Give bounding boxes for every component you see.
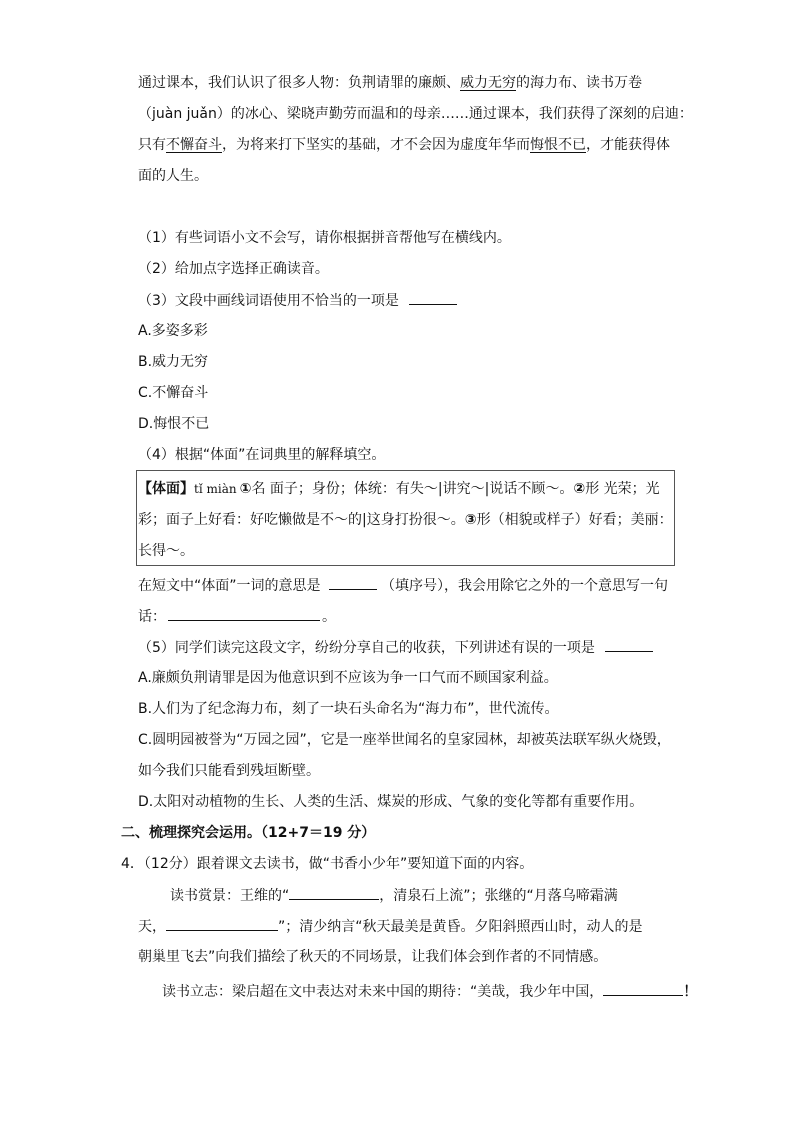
option-text: C.不懈奋斗: [138, 385, 209, 401]
sense-text: 形 光荣；光: [585, 481, 660, 497]
answer-blank[interactable]: [329, 574, 377, 590]
section-heading: [121, 822, 375, 844]
q5-option-d[interactable]: [138, 791, 643, 813]
sense-text: 名 面子；身份；体统：有失～|讲究～|说话不顾～。: [251, 481, 574, 497]
question-4: [138, 444, 385, 466]
option-text: 如今我们只能看到残垣断壁。: [138, 763, 320, 779]
q5-option-c[interactable]: [138, 729, 671, 751]
passage-line-2: [138, 103, 693, 125]
answer-blank[interactable]: [605, 636, 653, 652]
underlined-word-weili: 威力无穷: [460, 75, 516, 91]
q4-fill-line-2: [138, 605, 336, 627]
question-1: [138, 227, 511, 249]
answer-blank[interactable]: [289, 884, 379, 900]
option-text: D.太阳对动植物的生长、人类的生活、煤炭的形成、气象的变化等都有重要作用。: [138, 794, 644, 810]
question-text: 。: [322, 609, 336, 625]
passage-text: 的海力布、读书万卷: [516, 75, 642, 91]
passage-text: ，才能获得体: [586, 137, 670, 153]
question-text: 朝巢里飞去”向我们描绘了秋天的不同场景，让我们体会到作者的不同情感。: [138, 949, 608, 965]
q3-option-b[interactable]: [138, 351, 208, 373]
option-text: C.圆明园被誉为“万园之园”，它是一座举世闻名的皇家园林，却被英法联军纵火烧毁，: [138, 732, 671, 748]
reading-scenery-line-3: [138, 946, 607, 968]
sense-number-3: ③: [464, 512, 477, 528]
q4-fill-line-1: [138, 574, 668, 596]
question-text: 读书赏景：王维的“: [170, 888, 290, 904]
question-text: （5）同学们读完这段文字，纷纷分享自己的收获，下列讲述有误的一项是: [138, 640, 595, 656]
sense-text: 长得～。: [138, 543, 194, 559]
underlined-word-huihen: 悔恨不已: [530, 137, 586, 153]
q5-option-b[interactable]: [138, 698, 559, 720]
sense-number-2: ②: [573, 481, 586, 497]
dictionary-headword: 【体面】: [138, 481, 194, 497]
answer-blank[interactable]: [166, 915, 278, 931]
answer-blank[interactable]: [168, 605, 320, 621]
q3-option-c[interactable]: [138, 382, 208, 404]
question-text: 在短文中“体面”一词的意思是: [138, 578, 321, 594]
q5-option-c-cont: [138, 760, 320, 782]
sense-number-1: ①: [239, 481, 252, 497]
question-5: [138, 636, 653, 658]
answer-blank[interactable]: [603, 980, 683, 996]
underlined-word-buxie: 不懈奋斗: [166, 137, 222, 153]
passage-text: （juàn juǎn）的冰心、梁晓声勤劳而温和的母亲……通过课本，我们获得了深刻的启迪：: [138, 106, 693, 122]
passage-text: 通过课本，我们认识了很多人物：负荆请罪的廉颇、: [138, 75, 460, 91]
passage-line-1: [138, 72, 642, 94]
dictionary-line-2: [138, 509, 673, 531]
reading-aspiration-line: [162, 980, 697, 1002]
reading-scenery-line-1: [170, 884, 618, 906]
passage-text: ，为将来打下坚实的基础，才不会因为虚度年华而: [222, 137, 530, 153]
option-text: A.廉颇负荆请罪是因为他意识到不应该为争一口气而不顾国家利益。: [138, 670, 558, 686]
question-text: 天，: [138, 919, 166, 935]
sense-text: 彩；面子上好看：好吃懒做是不～的|这身打扮很～。: [138, 512, 465, 528]
q3-option-d[interactable]: [138, 413, 209, 435]
question-text: ”；清少纳言“秋天最美是黄昏。夕阳斜照西山时，动人的是: [278, 919, 643, 935]
question-text: 4．（12分）跟着课文去读书，做“书香小少年”要知道下面的内容。: [121, 856, 534, 872]
passage-text: 只有: [138, 137, 166, 153]
question-text: （填序号），我会用除它之外的一个意思写一句: [380, 578, 668, 594]
question-text: ，清泉石上流”；张继的“月落乌啼霜满: [379, 888, 618, 904]
question-text: （3）文段中画线词语使用不恰当的一项是: [138, 293, 399, 309]
sense-text: 形（相貌或样子）好看；美丽：: [476, 512, 673, 528]
q3-option-a[interactable]: [138, 320, 208, 342]
section-title: 二、梳理探究会运用。（12+7＝19 分）: [121, 825, 376, 841]
dictionary-line-3: [138, 540, 194, 562]
question-4-main: [121, 853, 533, 875]
question-2: [138, 258, 329, 280]
passage-text: 面的人生。: [138, 168, 208, 184]
option-text: B.威力无穷: [138, 354, 209, 370]
passage-line-4: [138, 165, 208, 187]
question-text: 读书立志：梁启超在文中表达对未来中国的期待：“美哉，我少年中国，: [162, 984, 604, 1000]
dictionary-pinyin: tǐ miàn: [194, 482, 237, 496]
q5-option-a[interactable]: [138, 667, 558, 689]
option-text: D.悔恨不已: [138, 416, 210, 432]
question-text: （1）有些词语小文不会写，请你根据拼音帮他写在横线内。: [138, 230, 511, 246]
dictionary-line-1: [138, 478, 660, 500]
passage-line-3: [138, 134, 670, 156]
question-text: ！: [683, 984, 698, 1000]
option-text: B.人们为了纪念海力布，刻了一块石头命名为“海力布”，世代流传。: [138, 701, 559, 717]
question-text: （2）给加点字选择正确读音。: [138, 261, 329, 277]
answer-blank[interactable]: [409, 289, 457, 305]
option-text: A.多姿多彩: [138, 323, 208, 339]
question-text: 话：: [138, 609, 166, 625]
question-text: （4）根据“体面”在词典里的解释填空。: [138, 447, 386, 463]
question-3: [138, 289, 457, 311]
reading-scenery-line-2: [138, 915, 643, 937]
